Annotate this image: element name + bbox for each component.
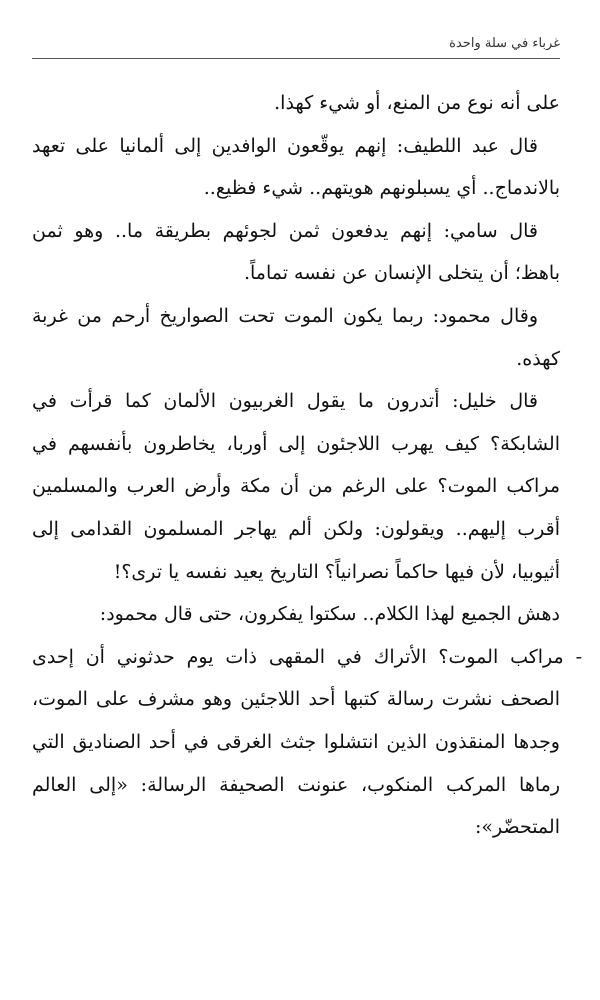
running-title: غرباء في سلة واحدة	[449, 36, 560, 51]
paragraph-2: قال عبد اللطيف: إنهم يوقّعون الوافدين إلى ألمانيا على تعهد بالاندماج.. أي يسبلونهم هويتهم.. شيء فظيع..	[32, 134, 560, 200]
paragraph-6: دهش الجميع لهذا الكلام.. سكتوا يفكرون، حتى قال محمود:	[99, 603, 560, 626]
paragraph-7: - مراكب الموت؟ الأتراك في المقهى ذات يوم حدثوني أن إحدى الصحف نشرت رسالة كتبها أحد اللاجئين وهو مشرف على الموت، وجدها المنقذون الذين انتشلوا جثث الغرقى في أحد الصناديق التي رماها المركب المنكوب، عنونت الصحيفة الرسالة: «إلى العالم المتحضّر»:	[32, 645, 582, 839]
body-text	[32, 82, 582, 849]
paragraph-3: قال سامي: إنهم يدفعون ثمن لجوئهم بطريقة ما.. وهو ثمن باهظ؛ أن يتخلى الإنسان عن نفسه تماماً.	[32, 219, 560, 285]
paragraph-4: وقال محمود: ربما يكون الموت تحت الصواريخ أرحم من غربة كهذه.	[32, 304, 560, 370]
paragraph-5: قال خليل: أتدرون ما يقول الغربيون الألمان كما قرأت في الشابكة؟ كيف يهرب اللاجئون إلى أوربا، يخاطرون بأنفسهم في مراكب الموت؟ على الرغم من أن مكة وأرض العرب والمسلمين أقرب إليهم.. ويقولون: ولكن ألم يهاجر المسلمون القدامى إلى أثيوبيا، لأن فيها حاكماً نصرانياً؟ التاريخ يعيد نفسه يا ترى؟!	[32, 390, 560, 583]
header-rule	[32, 58, 560, 59]
page-header	[32, 30, 560, 60]
paragraph-1: على أنه نوع من المنع، أو شيء كهذا.	[274, 92, 560, 114]
